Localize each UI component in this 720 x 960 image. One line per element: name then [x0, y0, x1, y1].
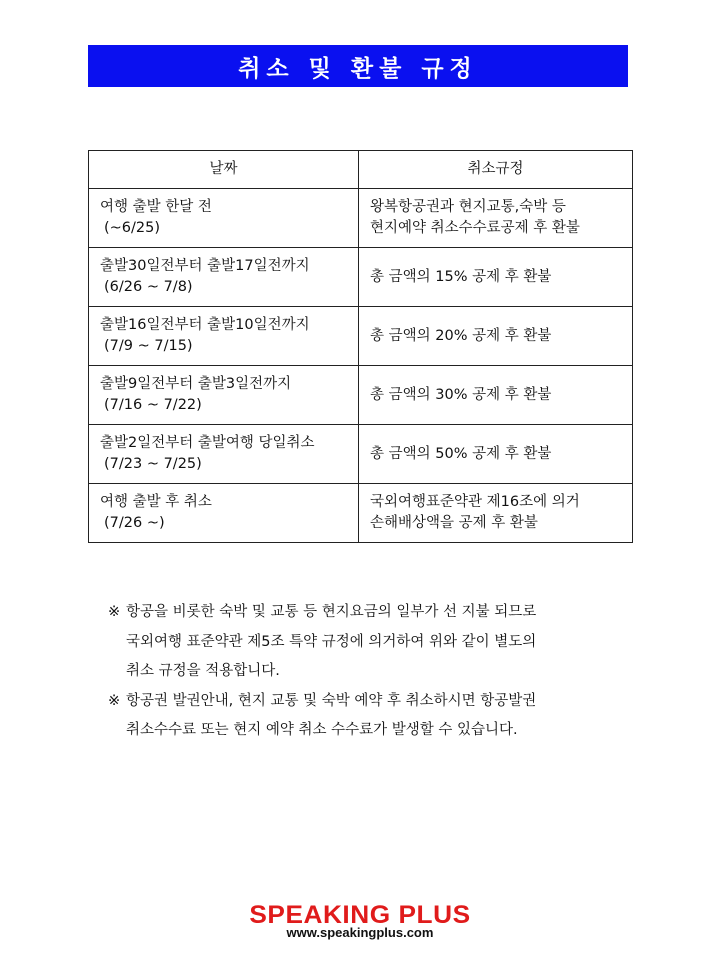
note-text: 취소수수료 또는 현지 예약 취소 수수료가 발생할 수 있습니다.	[126, 722, 518, 738]
date-label: 여행 출발 후 취소	[100, 494, 212, 510]
rule-text: 총 금액의 30% 공제 후 환불	[370, 386, 552, 403]
page-title: 취소 및 환불 규정	[88, 45, 628, 87]
column-header-rule: 취소규정	[359, 151, 633, 189]
date-range: (7/16 ~ 7/22)	[104, 397, 202, 413]
note-text: 항공권 발권안내, 현지 교통 및 숙박 예약 후 취소하시면 항공발권	[126, 692, 537, 709]
refund-policy-table	[88, 150, 633, 543]
reference-mark-icon: ※	[108, 604, 121, 620]
column-header-date: 날짜	[89, 151, 359, 189]
table-row	[89, 189, 633, 248]
date-label: 출발16일전부터 출발10일전까지	[100, 317, 310, 333]
rule-cell	[359, 248, 633, 307]
table-row	[89, 307, 633, 366]
rule-text: 현지예약 취소수수료공제 후 환불	[370, 220, 580, 236]
table-row	[89, 425, 633, 484]
date-cell	[89, 366, 359, 425]
date-label: 출발2일전부터 출발여행 당일취소	[100, 435, 315, 451]
note-item	[108, 687, 628, 746]
table-row	[89, 248, 633, 307]
date-cell	[89, 484, 359, 543]
rule-text: 총 금액의 50% 공제 후 환불	[370, 445, 552, 462]
date-range: (6/26 ~ 7/8)	[104, 279, 193, 295]
rule-text: 총 금액의 15% 공제 후 환불	[370, 268, 552, 285]
date-range: (7/23 ~ 7/25)	[104, 456, 202, 472]
date-cell	[89, 425, 359, 484]
rule-cell	[359, 307, 633, 366]
table-row	[89, 484, 633, 543]
rule-text: 총 금액의 20% 공제 후 환불	[370, 327, 552, 344]
date-range: (7/26 ~)	[104, 515, 165, 531]
note-text: 취소 규정을 적용합니다.	[126, 663, 280, 679]
date-cell	[89, 248, 359, 307]
notes-section	[108, 598, 628, 746]
date-label: 출발9일전부터 출발3일전까지	[100, 376, 292, 392]
note-text: 항공을 비롯한 숙박 및 교통 등 현지요금의 일부가 선 지불 되므로	[126, 604, 537, 620]
rule-cell	[359, 425, 633, 484]
rule-text: 국외여행표준약관 제16조에 의거	[370, 494, 580, 510]
note-text: 국외여행 표준약관 제5조 특약 규정에 의거하여 위와 같이 별도의	[126, 633, 537, 650]
rule-cell	[359, 189, 633, 248]
rule-cell	[359, 484, 633, 543]
rule-text: 손해배상액을 공제 후 환불	[370, 515, 538, 531]
note-item	[108, 598, 628, 687]
website-url[interactable]: www.speakingplus.com	[286, 925, 434, 940]
rule-text: 왕복항공권과 현지교통,숙박 등	[370, 199, 566, 215]
date-range: (7/9 ~ 7/15)	[104, 338, 193, 354]
date-label: 출발30일전부터 출발17일전까지	[100, 258, 310, 274]
reference-mark-icon: ※	[108, 692, 121, 709]
brand-logo: SPEAKING PLUS	[249, 901, 471, 929]
rule-cell	[359, 366, 633, 425]
date-label: 여행 출발 한달 전	[100, 199, 212, 215]
date-cell	[89, 307, 359, 366]
table-header-row	[89, 151, 633, 189]
date-range: (~6/25)	[104, 220, 161, 236]
table-row	[89, 366, 633, 425]
date-cell	[89, 189, 359, 248]
